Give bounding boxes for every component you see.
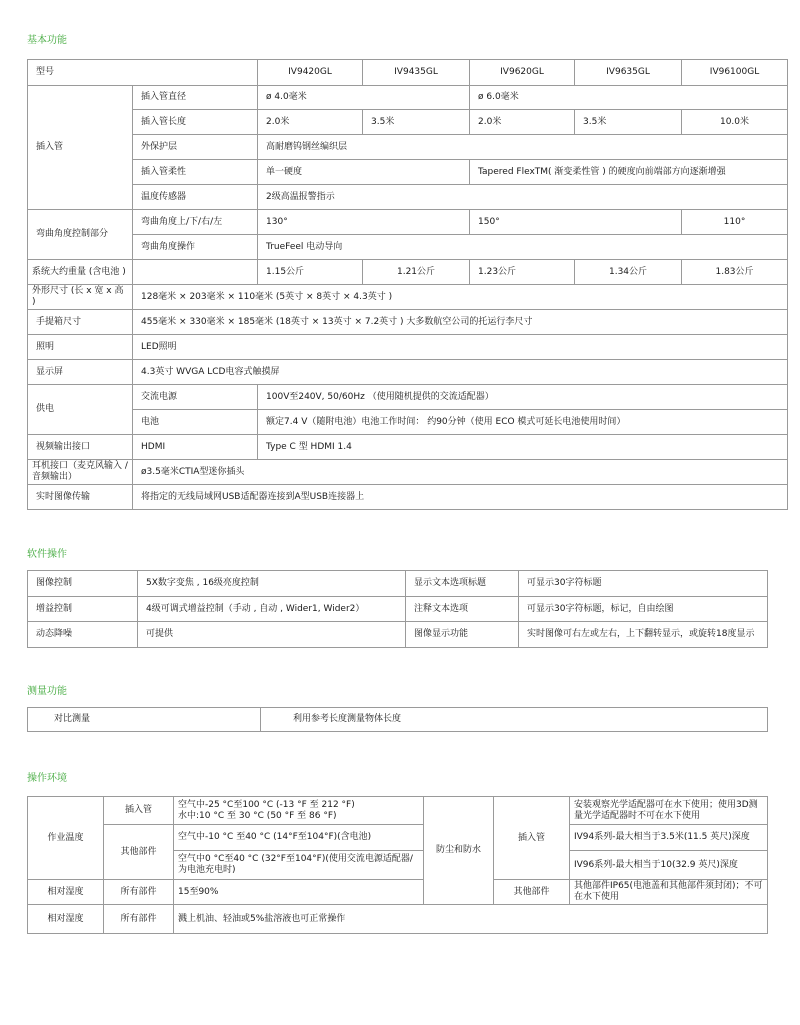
software-table [27,570,768,648]
measure-value: 利用参考长度测量物体长度 [261,708,768,732]
ac-label: 交流电源 [133,385,258,410]
outer-layer-value: 高耐磨钨钢丝编织层 [258,135,788,160]
case-value: 455毫米 × 330毫米 × 185毫米 (18英寸 × 13英寸 × 7.2英寸 ) 大多数航空公司的托运行李尺寸 [133,310,788,335]
battery-value: 额定7.4 V（随附电池）电池工作时间： 约90分钟（使用 ECO 模式可延长电池使用时间） [258,410,788,435]
bending-label: 弯曲角度控制部分 [28,210,133,260]
other-temp-value: 空气中-10 °C 至40 °C (14°F至104°F)(含电池) [174,825,424,851]
water-tube-value: IV94系列-最大相当于3.5米(11.5 英尺)深度 [570,825,768,851]
table-row [28,335,788,360]
table-row [28,708,768,732]
dims-label: 外形尺寸 (长 x 宽 x 高 ) [28,285,133,310]
water-tube-value: IV96系列-最大相当于10(32.9 英尺)深度 [570,851,768,880]
table-row [28,210,788,235]
power-label: 供电 [28,385,133,435]
model-name: IV9635GL [575,60,682,86]
table-row [28,360,788,385]
measure-table [27,707,768,732]
empty-cell [133,260,258,285]
length-label: 插入管长度 [133,110,258,135]
bend-op-label: 弯曲角度操作 [133,235,258,260]
display-label: 显示屏 [28,360,133,385]
ac-value: 100V至240V, 50/60Hz （使用随机提供的交流适配器） [258,385,788,410]
section-title-software: 软件操作 [27,549,67,560]
table-row [28,285,788,310]
flex-tapered: Tapered FlexTM( 渐变柔性管 ) 的硬度向前端部方向逐渐增强 [470,160,788,185]
light-label: 照明 [28,335,133,360]
flex-single: 单一硬度 [258,160,470,185]
software-value: 实时图像可右左或左右，上下翻转显示，或旋转18度显示 [519,622,768,648]
bend-angle-label: 弯曲角度上/下/右/左 [133,210,258,235]
table-row [28,435,788,460]
software-value: 可显示30字符标题 [519,571,768,597]
table-row [28,905,768,934]
all-parts-label: 所有部件 [104,905,174,934]
table-row [28,597,768,622]
weight-value: 1.21公斤 [363,260,470,285]
table-row [28,410,788,435]
display-value: 4.3英寸 WVGA LCD电容式触摸屏 [133,360,788,385]
other-parts-label: 其他部件 [104,825,174,880]
table-row [28,622,768,648]
software-value: 4级可调式增益控制（手动 , 自动 , Wider1, Wider2） [138,597,406,622]
model-name: IV9620GL [470,60,575,86]
length-value: 3.5米 [575,110,682,135]
length-value: 10.0米 [682,110,788,135]
water-tube-value: 安装观察光学适配器可在水下使用；使用3D测量光学适配器时不可在水下使用 [570,797,768,825]
table-row [28,385,788,410]
humidity-label: 相对湿度 [28,880,104,905]
section-title-basic: 基本功能 [27,35,67,46]
dust-water-label: 防尘和防水 [424,797,494,905]
water-other-value: 其他部件IP65(电池盖和其他部件须封闭)；不可在水下使用 [570,880,768,905]
table-row [28,260,788,285]
table-row [28,310,788,335]
water-other-label: 其他部件 [494,880,570,905]
bend-angle-value: 130° [258,210,470,235]
weight-value: 1.83公斤 [682,260,788,285]
insertion-tube-label: 插入管 [28,86,133,210]
software-key: 图像控制 [28,571,138,597]
bend-angle-value: 110° [682,210,788,235]
weight-value: 1.15公斤 [258,260,363,285]
oil-value: 溅上机油、轻油或5%盐溶液也可正常操作 [174,905,768,934]
section-title-measure: 测量功能 [27,686,67,697]
bend-op-value: TrueFeel 电动导向 [258,235,788,260]
length-value: 2.0米 [470,110,575,135]
software-value: 可提供 [138,622,406,648]
model-label: 型号 [28,60,258,86]
section-title-environment: 操作环境 [27,773,67,784]
video-typec: Type C 型 HDMI 1.4 [258,435,788,460]
model-name: IV9435GL [363,60,470,86]
software-key: 显示文本选项标题 [406,571,519,597]
case-label: 手提箱尺寸 [28,310,133,335]
tube-label: 插入管 [104,797,174,825]
realtime-value: 将指定的无线局域网USB适配器连接到A型USB连接器上 [133,485,788,510]
light-value: LED照明 [133,335,788,360]
table-row [28,880,768,905]
diameter-value: ø 6.0毫米 [470,86,788,110]
table-row [28,235,788,260]
software-key: 注释文本选项 [406,597,519,622]
basic-spec-table [27,59,788,510]
tube-temp-value: 空气中-25 °C至100 °C (-13 °F 至 212 °F) 水中:10 °C 至 30 °C (50 °F 至 86 °F) [174,797,424,825]
realtime-label: 实时图像传输 [28,485,133,510]
outer-layer-label: 外保护层 [133,135,258,160]
battery-label: 电池 [133,410,258,435]
bend-angle-value: 150° [470,210,682,235]
earphone-value: ø3.5毫米CTIA型迷你插头 [133,460,788,485]
all-parts-label: 所有部件 [104,880,174,905]
table-row [28,825,768,851]
diameter-value: ø 4.0毫米 [258,86,470,110]
humidity-label: 相对湿度 [28,905,104,934]
earphone-label: 耳机接口（麦克风输入 / 音频输出） [28,460,133,485]
water-tube-label: 插入管 [494,797,570,880]
table-row [28,135,788,160]
table-row [28,86,788,110]
table-row [28,110,788,135]
weight-label: 系统大约重量 (含电池 ) [28,260,133,285]
model-name: IV9420GL [258,60,363,86]
software-key: 动态降噪 [28,622,138,648]
software-key: 增益控制 [28,597,138,622]
video-label: 视频输出接口 [28,435,133,460]
table-row [28,460,788,485]
work-temp-label: 作业温度 [28,797,104,880]
weight-value: 1.23公斤 [470,260,575,285]
weight-value: 1.34公斤 [575,260,682,285]
length-value: 3.5米 [363,110,470,135]
length-value: 2.0米 [258,110,363,135]
table-row [28,160,788,185]
dims-value: 128毫米 × 203毫米 × 110毫米 (5英寸 × 8英寸 × 4.3英寸 ) [133,285,788,310]
humidity-value: 15至90% [174,880,424,905]
temp-sensor-label: 温度传感器 [133,185,258,210]
software-key: 图像显示功能 [406,622,519,648]
model-name: IV96100GL [682,60,788,86]
software-value: 5X数字变焦 , 16级亮度控制 [138,571,406,597]
diameter-label: 插入管直径 [133,86,258,110]
other-temp-value: 空气中0 °C至40 °C (32°F至104°F)(使用交流电源适配器/为电池充电时) [174,851,424,880]
measure-label: 对比测量 [28,708,261,732]
temp-sensor-value: 2级高温报警指示 [258,185,788,210]
table-row [28,185,788,210]
table-row [28,797,768,825]
table-row [28,485,788,510]
software-value: 可显示30字符标题，标记，自由绘图 [519,597,768,622]
flex-label: 插入管柔性 [133,160,258,185]
table-row [28,571,768,597]
environment-table [27,796,768,934]
video-hdmi: HDMI [133,435,258,460]
table-row [28,60,788,86]
